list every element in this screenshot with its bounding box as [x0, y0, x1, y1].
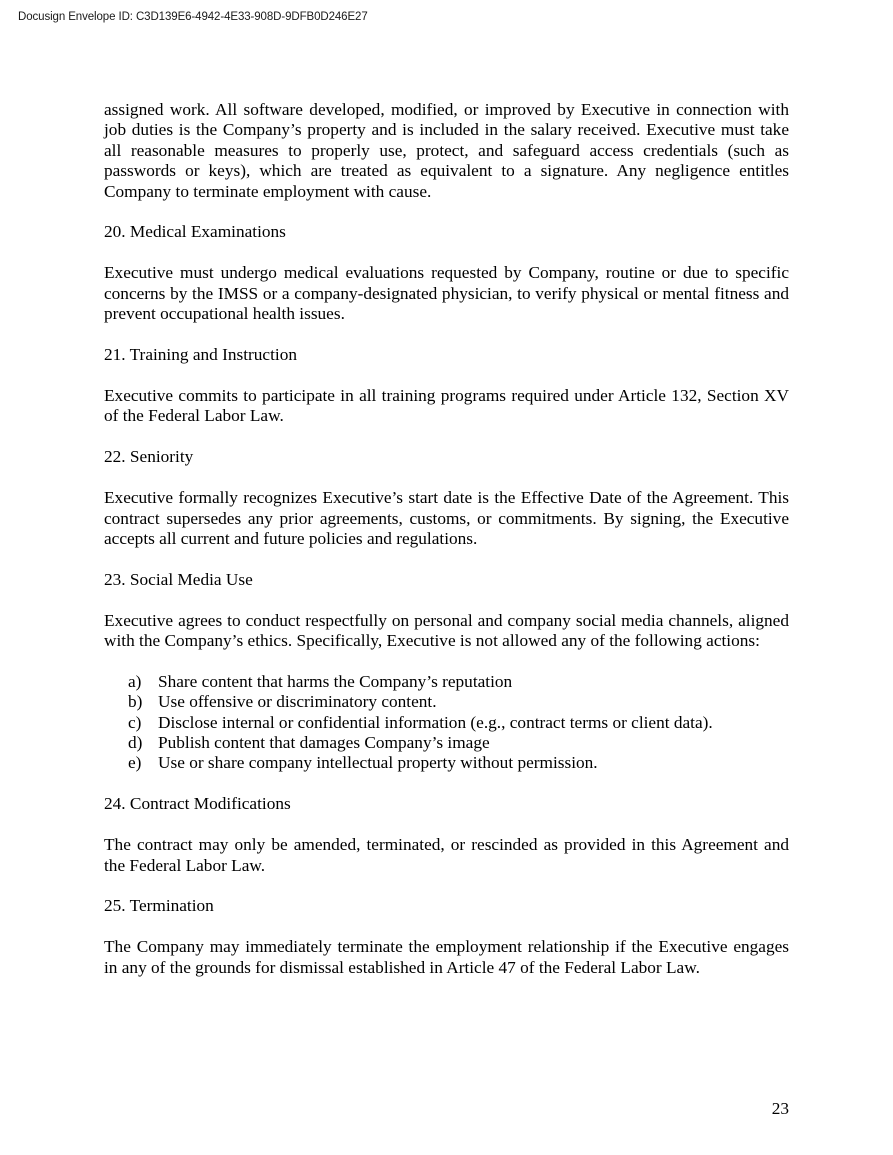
- section-body-21: Executive commits to participate in all training programs required under Article 132, Section XV of the Federal Labor Law.: [104, 386, 789, 426]
- list-item: [128, 692, 789, 712]
- list-item-text: Publish content that damages Company’s image: [158, 732, 490, 752]
- list-item: [128, 672, 789, 692]
- section-body-23: Executive agrees to conduct respectfully on personal and company social media channels, aligned with the Company’s ethics. Specifically, Executive is not allowed any of the following actions:: [104, 610, 789, 651]
- list-item-text: Share content that harms the Company’s reputation: [158, 671, 513, 691]
- section-body-25: The Company may immediately terminate the employment relationship if the Executive engages in any of the grounds for dismissal established in Article 47 of the Federal Labor Law.: [104, 937, 789, 977]
- page-number: 23: [771, 1099, 789, 1118]
- list-item-text: Use offensive or discriminatory content.: [158, 692, 437, 712]
- list-item: [128, 753, 789, 773]
- list-item-marker: d): [128, 732, 143, 752]
- list-item: [128, 733, 789, 753]
- list-item-marker: b): [128, 692, 143, 712]
- section-body-20: Executive must undergo medical evaluations requested by Company, routine or due to specific concerns by the IMSS or a company-designated physician, to verify physical or mental fitness and prevent occupational health issues.: [104, 263, 789, 324]
- list-item: [128, 713, 789, 733]
- section-heading-23: 23. Social Media Use: [104, 569, 253, 589]
- list-item-text: Use or share company intellectual property without permission.: [158, 753, 598, 773]
- docusign-envelope-id: Docusign Envelope ID: C3D139E6-4942-4E33-908D-9DFB0D246E27: [18, 11, 368, 23]
- list-item-marker: e): [128, 753, 142, 773]
- list-item-marker: a): [128, 671, 142, 691]
- section-heading-24: 24. Contract Modifications: [104, 793, 291, 813]
- section-heading-21: 21. Training and Instruction: [104, 344, 297, 364]
- intro-paragraph: assigned work. All software developed, modified, or improved by Executive in connection with job duties is the Company’s property and is included in the salary received. Executive must take all reasonable measures to properly use, protect, and safeguard access credentials (such as passwords or keys), which are treated as equivalent to a signature. Any negligence entitles Company to terminate employment with cause.: [104, 100, 789, 201]
- document-body: [104, 100, 789, 978]
- list-item-text: Disclose internal or confidential information (e.g., contract terms or client data).: [158, 712, 713, 732]
- section-body-22: Executive formally recognizes Executive’s start date is the Effective Date of the Agreement. This contract supersedes any prior agreements, customs, or commitments. By signing, the Executive accepts all current and future policies and regulations.: [104, 488, 789, 549]
- section-heading-20: 20. Medical Examinations: [104, 222, 286, 242]
- social-media-restrictions-list: [104, 672, 789, 774]
- section-body-24: The contract may only be amended, terminated, or rescinded as provided in this Agreement and the Federal Labor Law.: [104, 835, 789, 875]
- section-heading-22: 22. Seniority: [104, 446, 194, 466]
- section-heading-25: 25. Termination: [104, 895, 214, 915]
- list-item-marker: c): [128, 712, 142, 732]
